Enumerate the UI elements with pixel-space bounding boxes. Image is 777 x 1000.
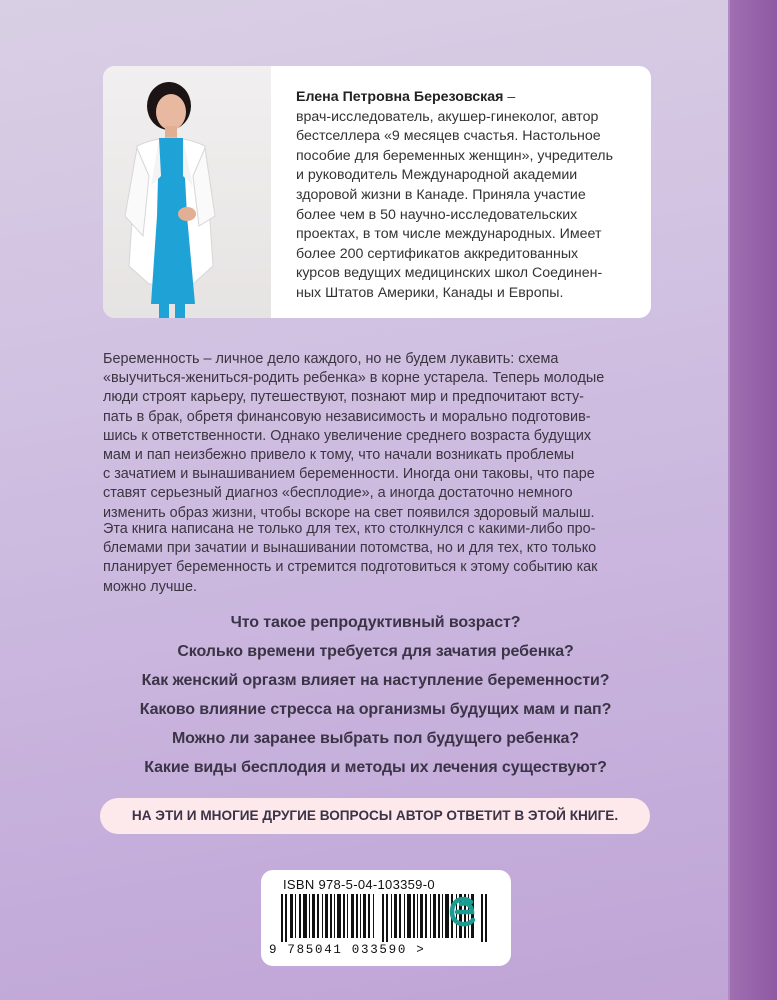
question-item: Что такое репродуктивный возраст? (230, 614, 521, 631)
bio-line-1: Елена Петровна Березовская – (296, 89, 516, 105)
intro-paragraph (103, 350, 648, 523)
bio-line: курсов ведущих медицинских школ Соединен- (296, 265, 603, 282)
text-line: можно лучше. (103, 578, 197, 595)
text-line: люди строят карьеру, путешествуют, познают мир и предпочитают всту- (103, 389, 584, 406)
bio-line: более чем в 50 научно-исследовательских (296, 206, 578, 223)
bio-line: проектах, в том числе международных. Имеет (296, 226, 602, 243)
author-card (103, 66, 651, 318)
author-bio (296, 88, 636, 304)
questions-list (103, 608, 648, 782)
question-item: Сколько времени требуется для зачатия ребенка? (177, 643, 574, 660)
answer-banner: НА ЭТИ И МНОГИЕ ДРУГИЕ ВОПРОСЫ АВТОР ОТВЕТИТ В ЭТОЙ КНИГЕ. (100, 798, 650, 834)
question-item: Как женский оргазм влияет на наступление беременности? (141, 672, 610, 689)
bio-line: более 200 сертификатов аккредитованных (296, 245, 579, 262)
text-line: пать в брак, обретя финансовую независимость и морально подготовив- (103, 408, 591, 425)
bio-line: и руководитель Международной академии (296, 167, 578, 184)
question-item: Каково влияние стресса на организмы будущих мам и пап? (139, 701, 612, 718)
text-line: Беременность – личное дело каждого, но не будем лукавить: схема (103, 351, 559, 367)
spine-edge (728, 0, 730, 1000)
isbn-label: ISBN 978-5-04-103359-0 (283, 877, 435, 892)
text-line: шись к ответственности. Однако увеличение среднего возраста будущих (103, 427, 592, 444)
publisher-logo-icon (448, 890, 478, 939)
bio-line: врач-исследователь, акушер-гинеколог, автор (296, 108, 599, 125)
bio-line: ных Штатов Америки, Канады и Европы. (296, 284, 564, 301)
text-line: ставят серьезный диагноз «бесплодие», а иногда достаточно немного (103, 485, 573, 502)
bio-line: бестселлера «9 месяцев счастья. Настольное (296, 128, 601, 145)
text-line: изменить образ жизни, чтобы вскоре на свет появился здоровый малыш. (103, 504, 595, 521)
author-photo (103, 66, 271, 318)
author-name: Елена Петровна Березовская (296, 89, 504, 105)
text-line: «выучиться-жениться-родить ребенка» в корне устарела. Теперь молодые (103, 370, 605, 387)
second-paragraph (103, 520, 648, 597)
question-item: Можно ли заранее выбрать пол будущего ребенка? (171, 730, 580, 747)
text-line: планирует беременность и стремится подготовиться к этому событию как (103, 559, 598, 576)
text-line: Эта книга написана не только для тех, кто столкнулся с какими-либо про- (103, 521, 596, 537)
book-spine (730, 0, 777, 1000)
text-line: с зачатием и вынашиванием беременности. Иногда они таковы, что паре (103, 466, 595, 483)
bio-line: пособие для беременных женщин», учредитель (296, 147, 613, 164)
question-item: Какие виды бесплодия и методы их лечения существуют? (144, 759, 607, 776)
text-line: блемами при зачатии и вынашивании потомства, но и для тех, кто только (103, 540, 597, 557)
text-line: мам и пап неизбежно привело к тому, что начали возникать проблемы (103, 447, 575, 464)
isbn-digits: 9 785041 033590 > (269, 943, 426, 957)
bio-line: здоровой жизни в Канаде. Приняла участие (296, 186, 586, 203)
